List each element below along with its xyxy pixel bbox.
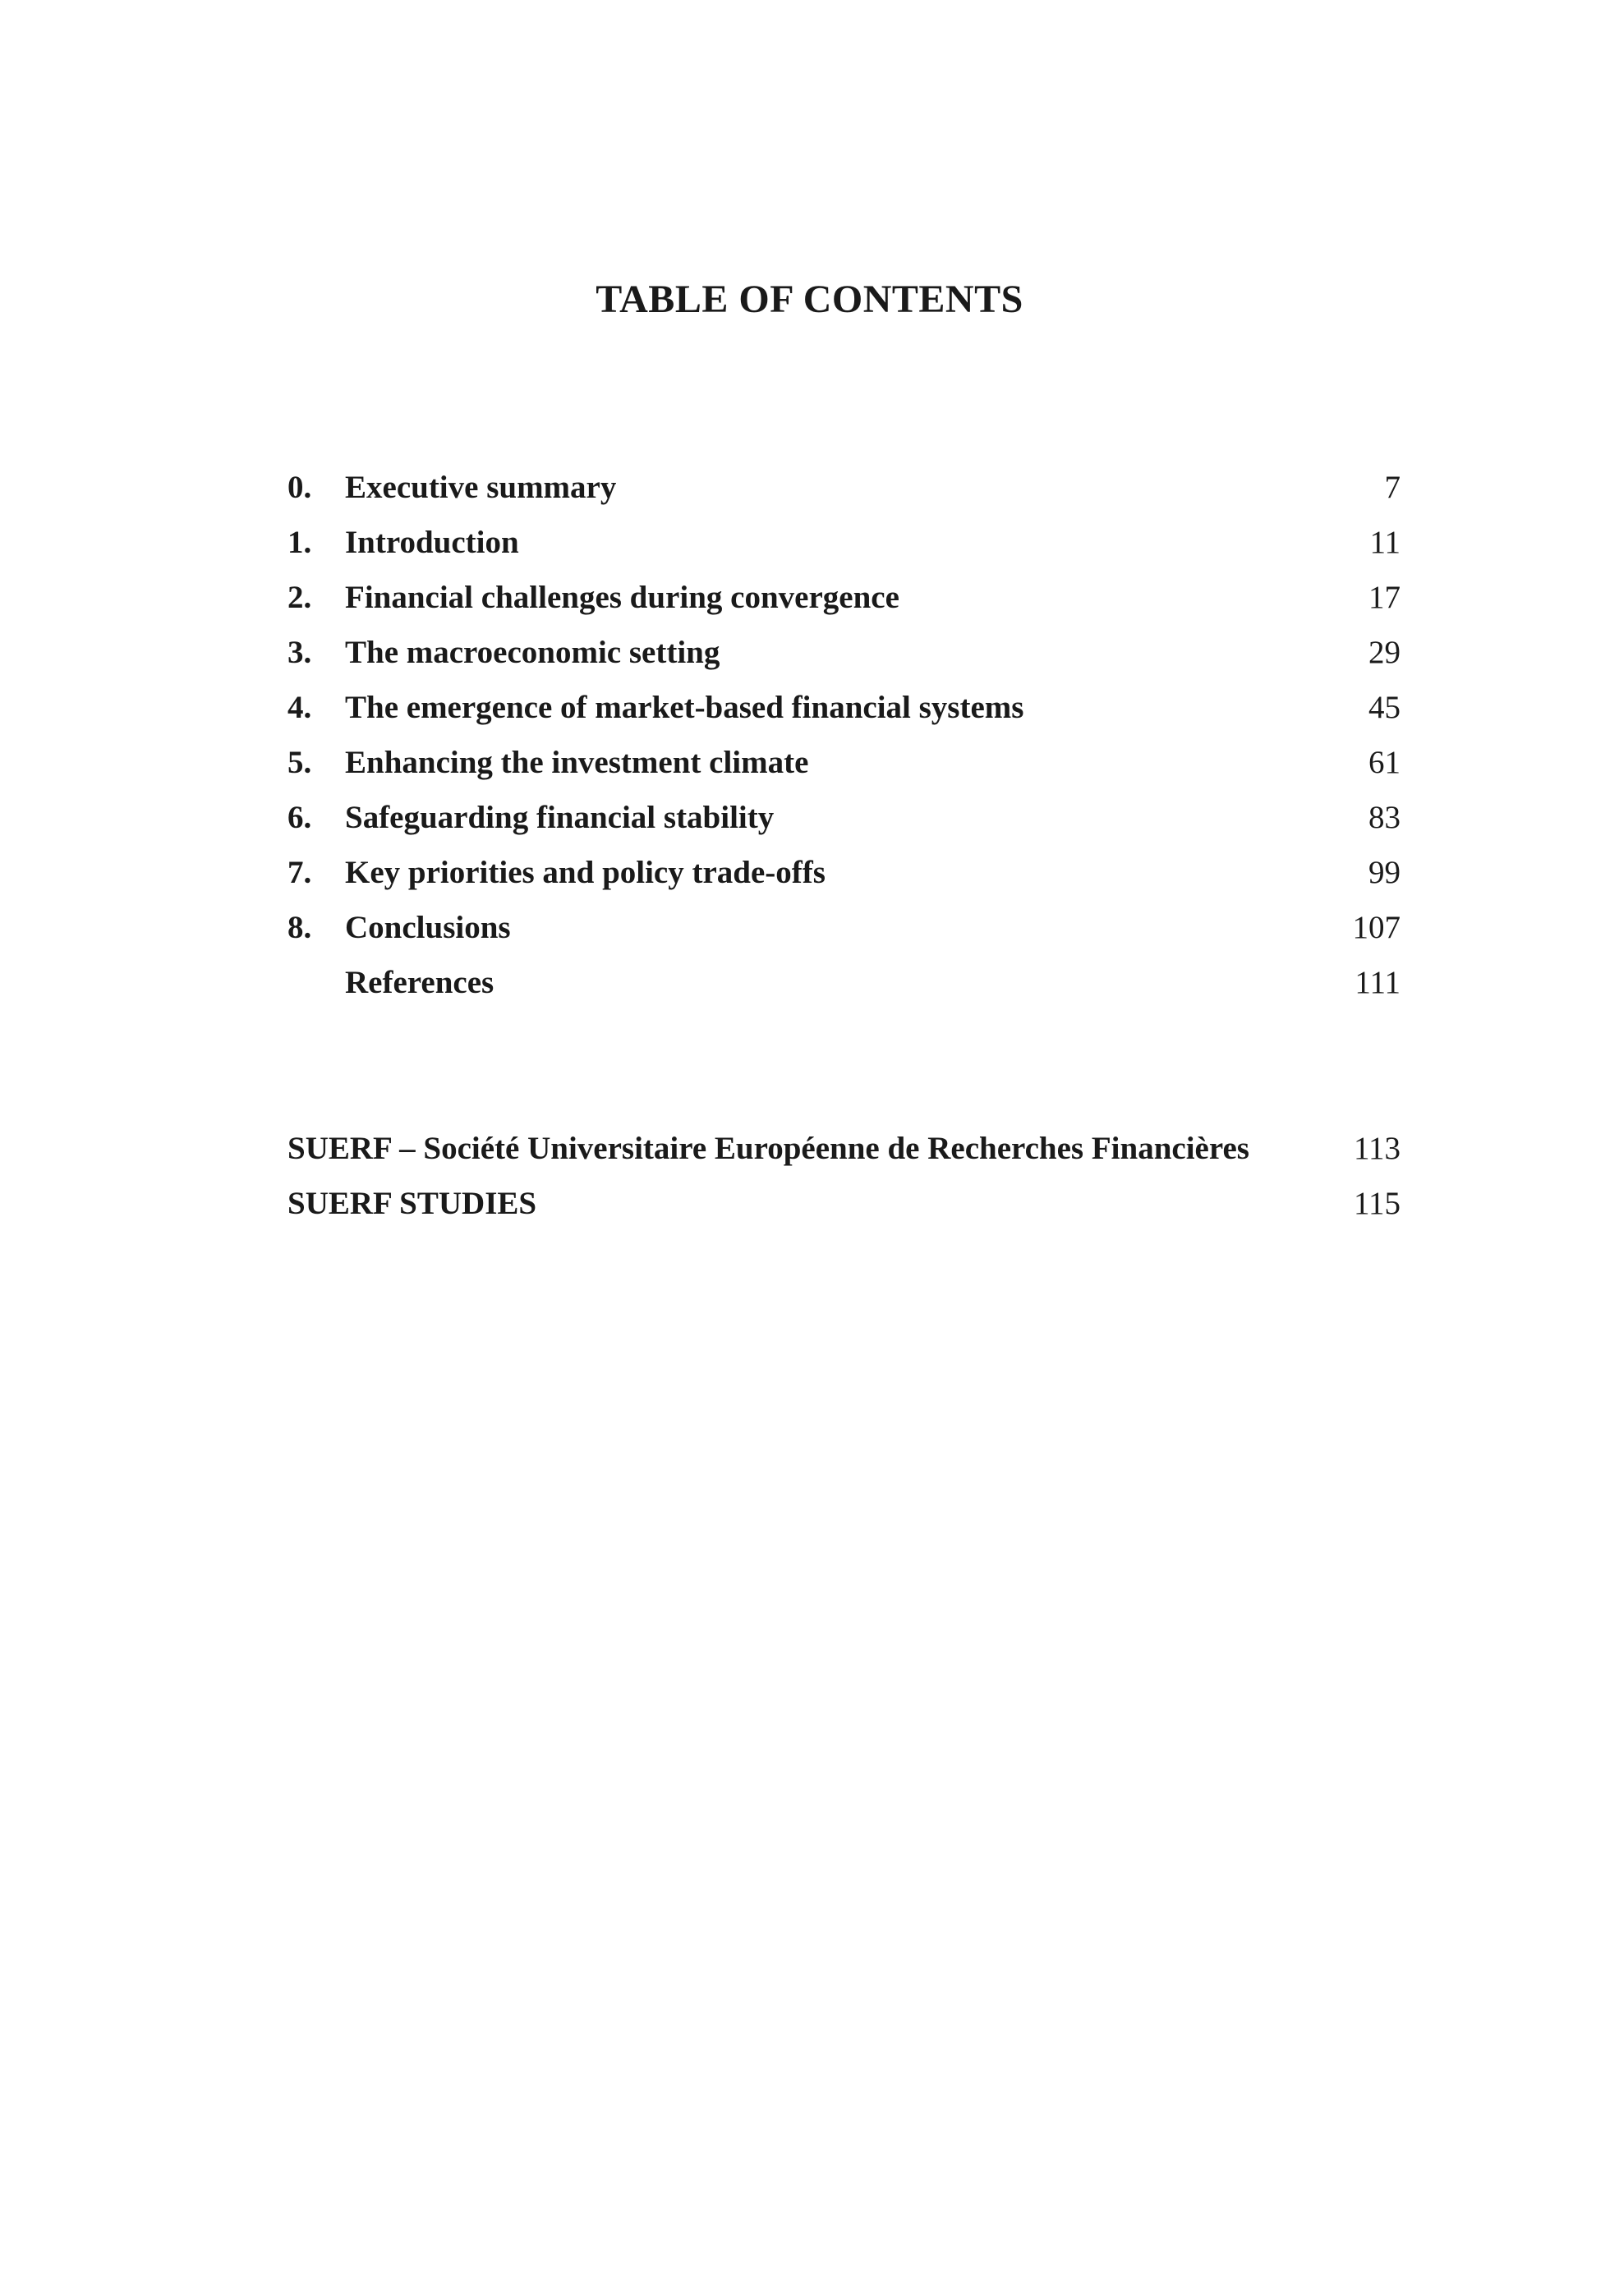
toc-entry-label: Safeguarding financial stability — [345, 800, 775, 835]
toc-entry-page: 11 — [1369, 525, 1401, 560]
toc-appendix-entry[interactable] — [287, 1176, 1401, 1231]
toc-entry[interactable] — [287, 460, 1401, 515]
toc-entry-page: 107 — [1352, 910, 1401, 945]
toc-entry-label: Enhancing the investment climate — [345, 745, 809, 780]
toc-entry[interactable] — [287, 625, 1401, 680]
toc-appendix-entry[interactable] — [287, 1121, 1401, 1176]
toc-entry-label: The emergence of market-based financial systems — [345, 690, 1024, 725]
toc-appendix-page: 115 — [1353, 1186, 1401, 1221]
toc-entry-number: 6. — [287, 800, 312, 835]
toc-entry[interactable] — [287, 680, 1401, 735]
toc-appendix-label: SUERF – Société Universitaire Européenne de Recherches Financières — [287, 1131, 1249, 1166]
toc-appendix-page: 113 — [1353, 1131, 1401, 1166]
toc-entry-page: 111 — [1355, 965, 1401, 1000]
toc-list — [287, 460, 1401, 1010]
toc-entry-label: The macroeconomic setting — [345, 635, 720, 670]
toc-entry-page: 99 — [1368, 855, 1401, 890]
toc-entry-label: References — [345, 965, 494, 1000]
toc-entry-number: 5. — [287, 745, 312, 780]
toc-appendix-list — [287, 1121, 1401, 1231]
toc-entry-page: 7 — [1384, 470, 1401, 505]
toc-entry-page: 29 — [1368, 635, 1401, 670]
toc-entry-label: Executive summary — [345, 470, 617, 505]
page-title: TABLE OF CONTENTS — [596, 278, 1023, 321]
toc-entry[interactable] — [287, 845, 1401, 900]
toc-appendix-label: SUERF STUDIES — [287, 1186, 537, 1221]
toc-entry-number: 3. — [287, 635, 312, 670]
toc-entry-number: 4. — [287, 690, 312, 725]
toc-entry[interactable] — [287, 955, 1401, 1010]
toc-entry-number: 0. — [287, 470, 312, 505]
toc-entry[interactable] — [287, 570, 1401, 625]
toc-entry-label: Conclusions — [345, 910, 511, 945]
toc-entry-number: 8. — [287, 910, 312, 945]
toc-entry-page: 45 — [1368, 690, 1401, 725]
toc-entry-page: 61 — [1368, 745, 1401, 780]
toc-entry[interactable] — [287, 735, 1401, 790]
toc-entry-label: Key priorities and policy trade-offs — [345, 855, 826, 890]
toc-entry-number: 7. — [287, 855, 312, 890]
toc-entry[interactable] — [287, 515, 1401, 570]
toc-entry-number: 1. — [287, 525, 312, 560]
toc-entry-page: 83 — [1368, 800, 1401, 835]
toc-entry-label: Financial challenges during convergence — [345, 580, 899, 615]
toc-entry[interactable] — [287, 790, 1401, 845]
toc-entry-page: 17 — [1368, 580, 1401, 615]
toc-entry-label: Introduction — [345, 525, 519, 560]
toc-entry-number: 2. — [287, 580, 312, 615]
toc-entry[interactable] — [287, 900, 1401, 955]
